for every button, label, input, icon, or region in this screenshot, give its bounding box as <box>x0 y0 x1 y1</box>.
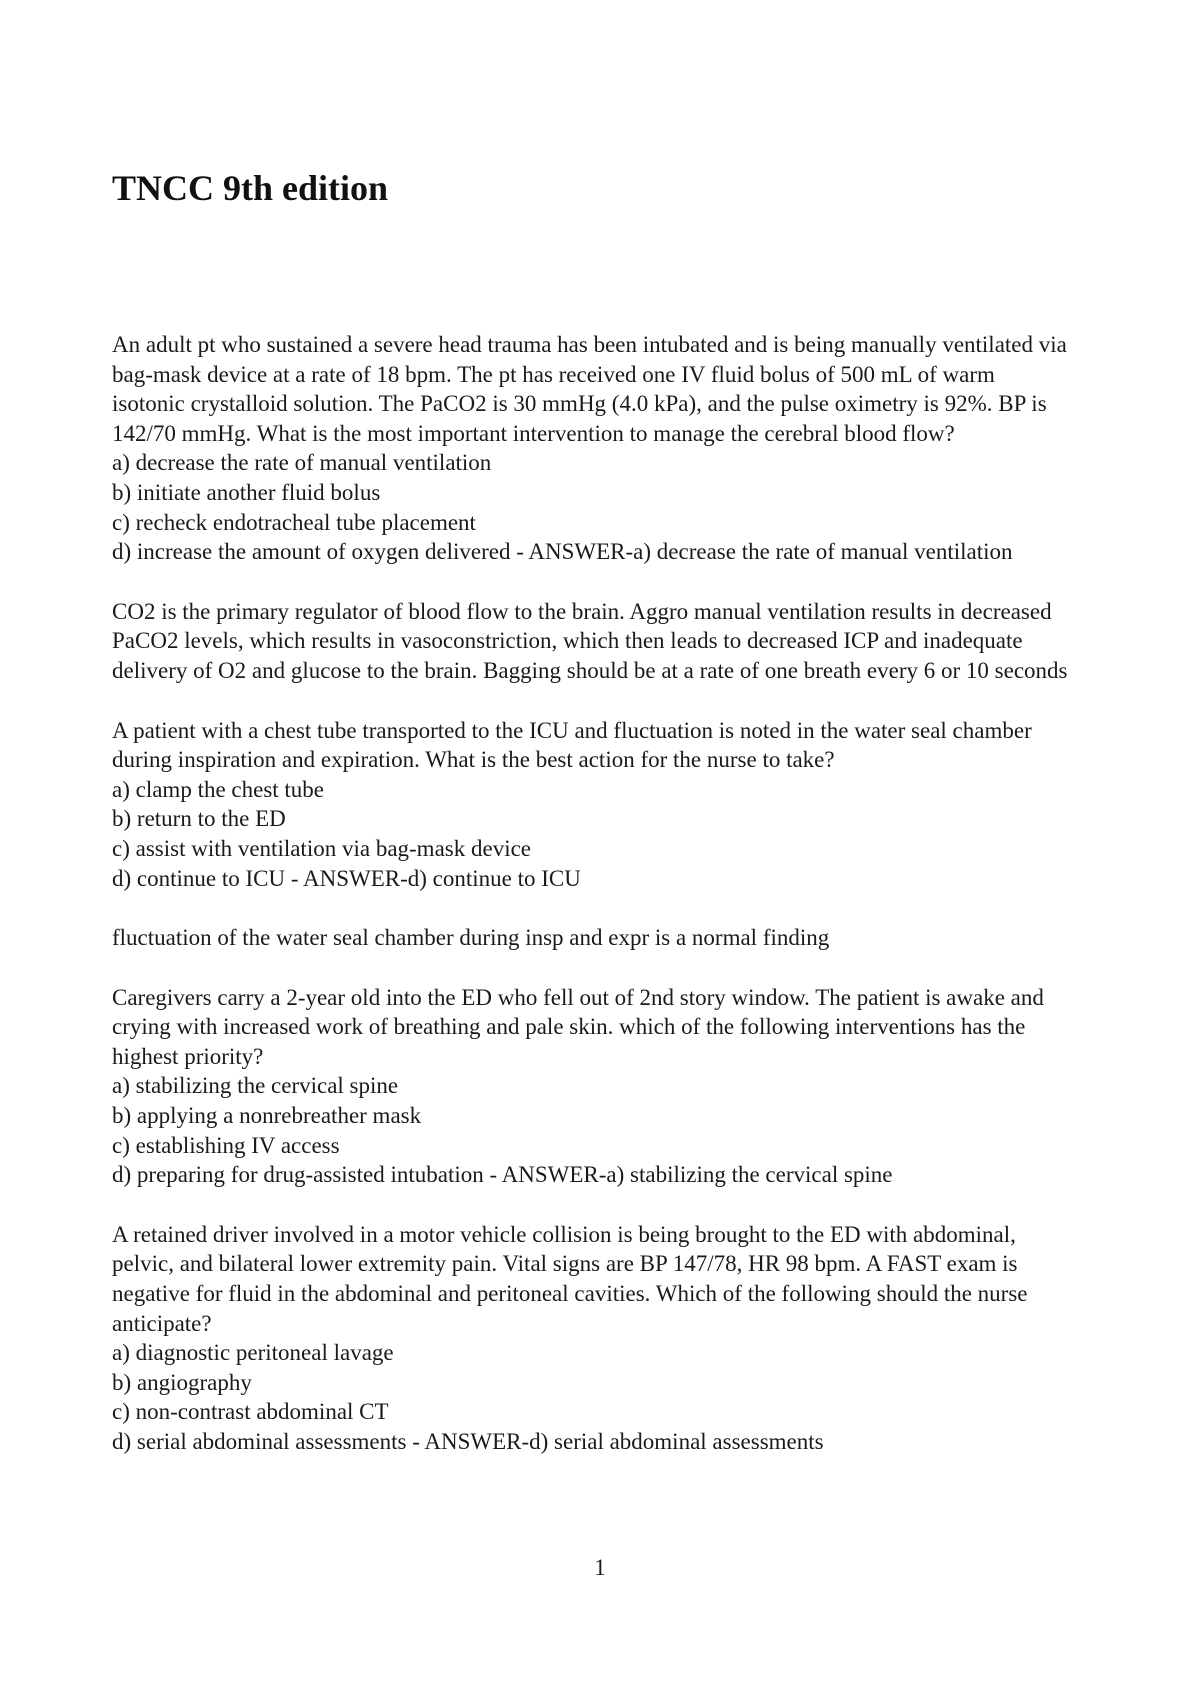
answer-option: d) continue to ICU - ANSWER-d) continue to ICU <box>112 865 581 891</box>
text-line: negative for fluid in the abdominal and peritoneal cavities. Which of the following should the nurse <box>112 1281 1028 1307</box>
answer-option: b) return to the ED <box>112 806 286 832</box>
document-body <box>112 330 1102 1487</box>
answer-option: c) establishing IV access <box>112 1132 340 1158</box>
answer-option: c) non-contrast abdominal CT <box>112 1399 389 1425</box>
text-line: bag-mask device at a rate of 18 bpm. The pt has received one IV fluid bolus of 500 mL of warm <box>112 361 995 387</box>
text-line: isotonic crystalloid solution. The PaCO2 is 30 mmHg (4.0 kPa), and the pulse oximetry is 92%. BP is <box>112 391 1047 417</box>
answer-option: b) angiography <box>112 1369 252 1395</box>
document-title: TNCC 9th edition <box>112 168 389 208</box>
answer-option: a) stabilizing the cervical spine <box>112 1073 399 1099</box>
answer-option: d) increase the amount of oxygen delivered - ANSWER-a) decrease the rate of manual ventilation <box>112 539 1013 565</box>
question-block-pediatric-fall <box>112 983 1102 1190</box>
answer-option: d) preparing for drug-assisted intubation - ANSWER-a) stabilizing the cervical spine <box>112 1162 893 1188</box>
question-block-head-trauma <box>112 330 1102 567</box>
text-line: An adult pt who sustained a severe head trauma has been intubated and is being manually ventilated via <box>112 332 1067 357</box>
text-line: anticipate? <box>112 1310 212 1336</box>
answer-option: c) recheck endotracheal tube placement <box>112 509 476 535</box>
text-line: pelvic, and bilateral lower extremity pain. Vital signs are BP 147/78, HR 98 bpm. A FAST exam is <box>112 1251 1018 1277</box>
text-line: highest priority? <box>112 1043 264 1069</box>
answer-option: b) initiate another fluid bolus <box>112 479 381 505</box>
text-line: PaCO2 levels, which results in vasoconstriction, which then leads to decreased ICP and inadequate <box>112 628 1023 654</box>
answer-option: c) assist with ventilation via bag-mask device <box>112 835 531 861</box>
text-line: delivery of O2 and glucose to the brain. Bagging should be at a rate of one breath every 6 or 10 seconds <box>112 657 1068 683</box>
rationale-block-co2 <box>112 597 1102 686</box>
text-line: A patient with a chest tube transported to the ICU and fluctuation is noted in the water seal chamber <box>112 717 1032 743</box>
text-line: fluctuation of the water seal chamber during insp and expr is a normal finding <box>112 925 830 951</box>
text-line: A retained driver involved in a motor vehicle collision is being brought to the ED with abdominal, <box>112 1221 1016 1247</box>
page-number: 1 <box>594 1555 606 1580</box>
answer-option: a) decrease the rate of manual ventilation <box>112 450 492 476</box>
answer-option: a) clamp the chest tube <box>112 776 325 802</box>
answer-option: d) serial abdominal assessments - ANSWER-d) serial abdominal assessments <box>112 1429 824 1454</box>
text-line: during inspiration and expiration. What is the best action for the nurse to take? <box>112 747 835 773</box>
text-line: CO2 is the primary regulator of blood flow to the brain. Aggro manual ventilation results in decreased <box>112 598 1052 624</box>
text-line: crying with increased work of breathing and pale skin. which of the following interventions has the <box>112 1014 1026 1040</box>
answer-option: b) applying a nonrebreather mask <box>112 1103 422 1129</box>
text-line: 142/70 mmHg. What is the most important intervention to manage the cerebral blood flow? <box>112 420 955 446</box>
question-block-mvc-driver <box>112 1220 1102 1457</box>
rationale-block-water-seal <box>112 923 1102 953</box>
answer-option: a) diagnostic peritoneal lavage <box>112 1340 394 1366</box>
question-block-chest-tube <box>112 716 1102 894</box>
text-line: Caregivers carry a 2-year old into the ED who fell out of 2nd story window. The patient is awake and <box>112 984 1044 1010</box>
